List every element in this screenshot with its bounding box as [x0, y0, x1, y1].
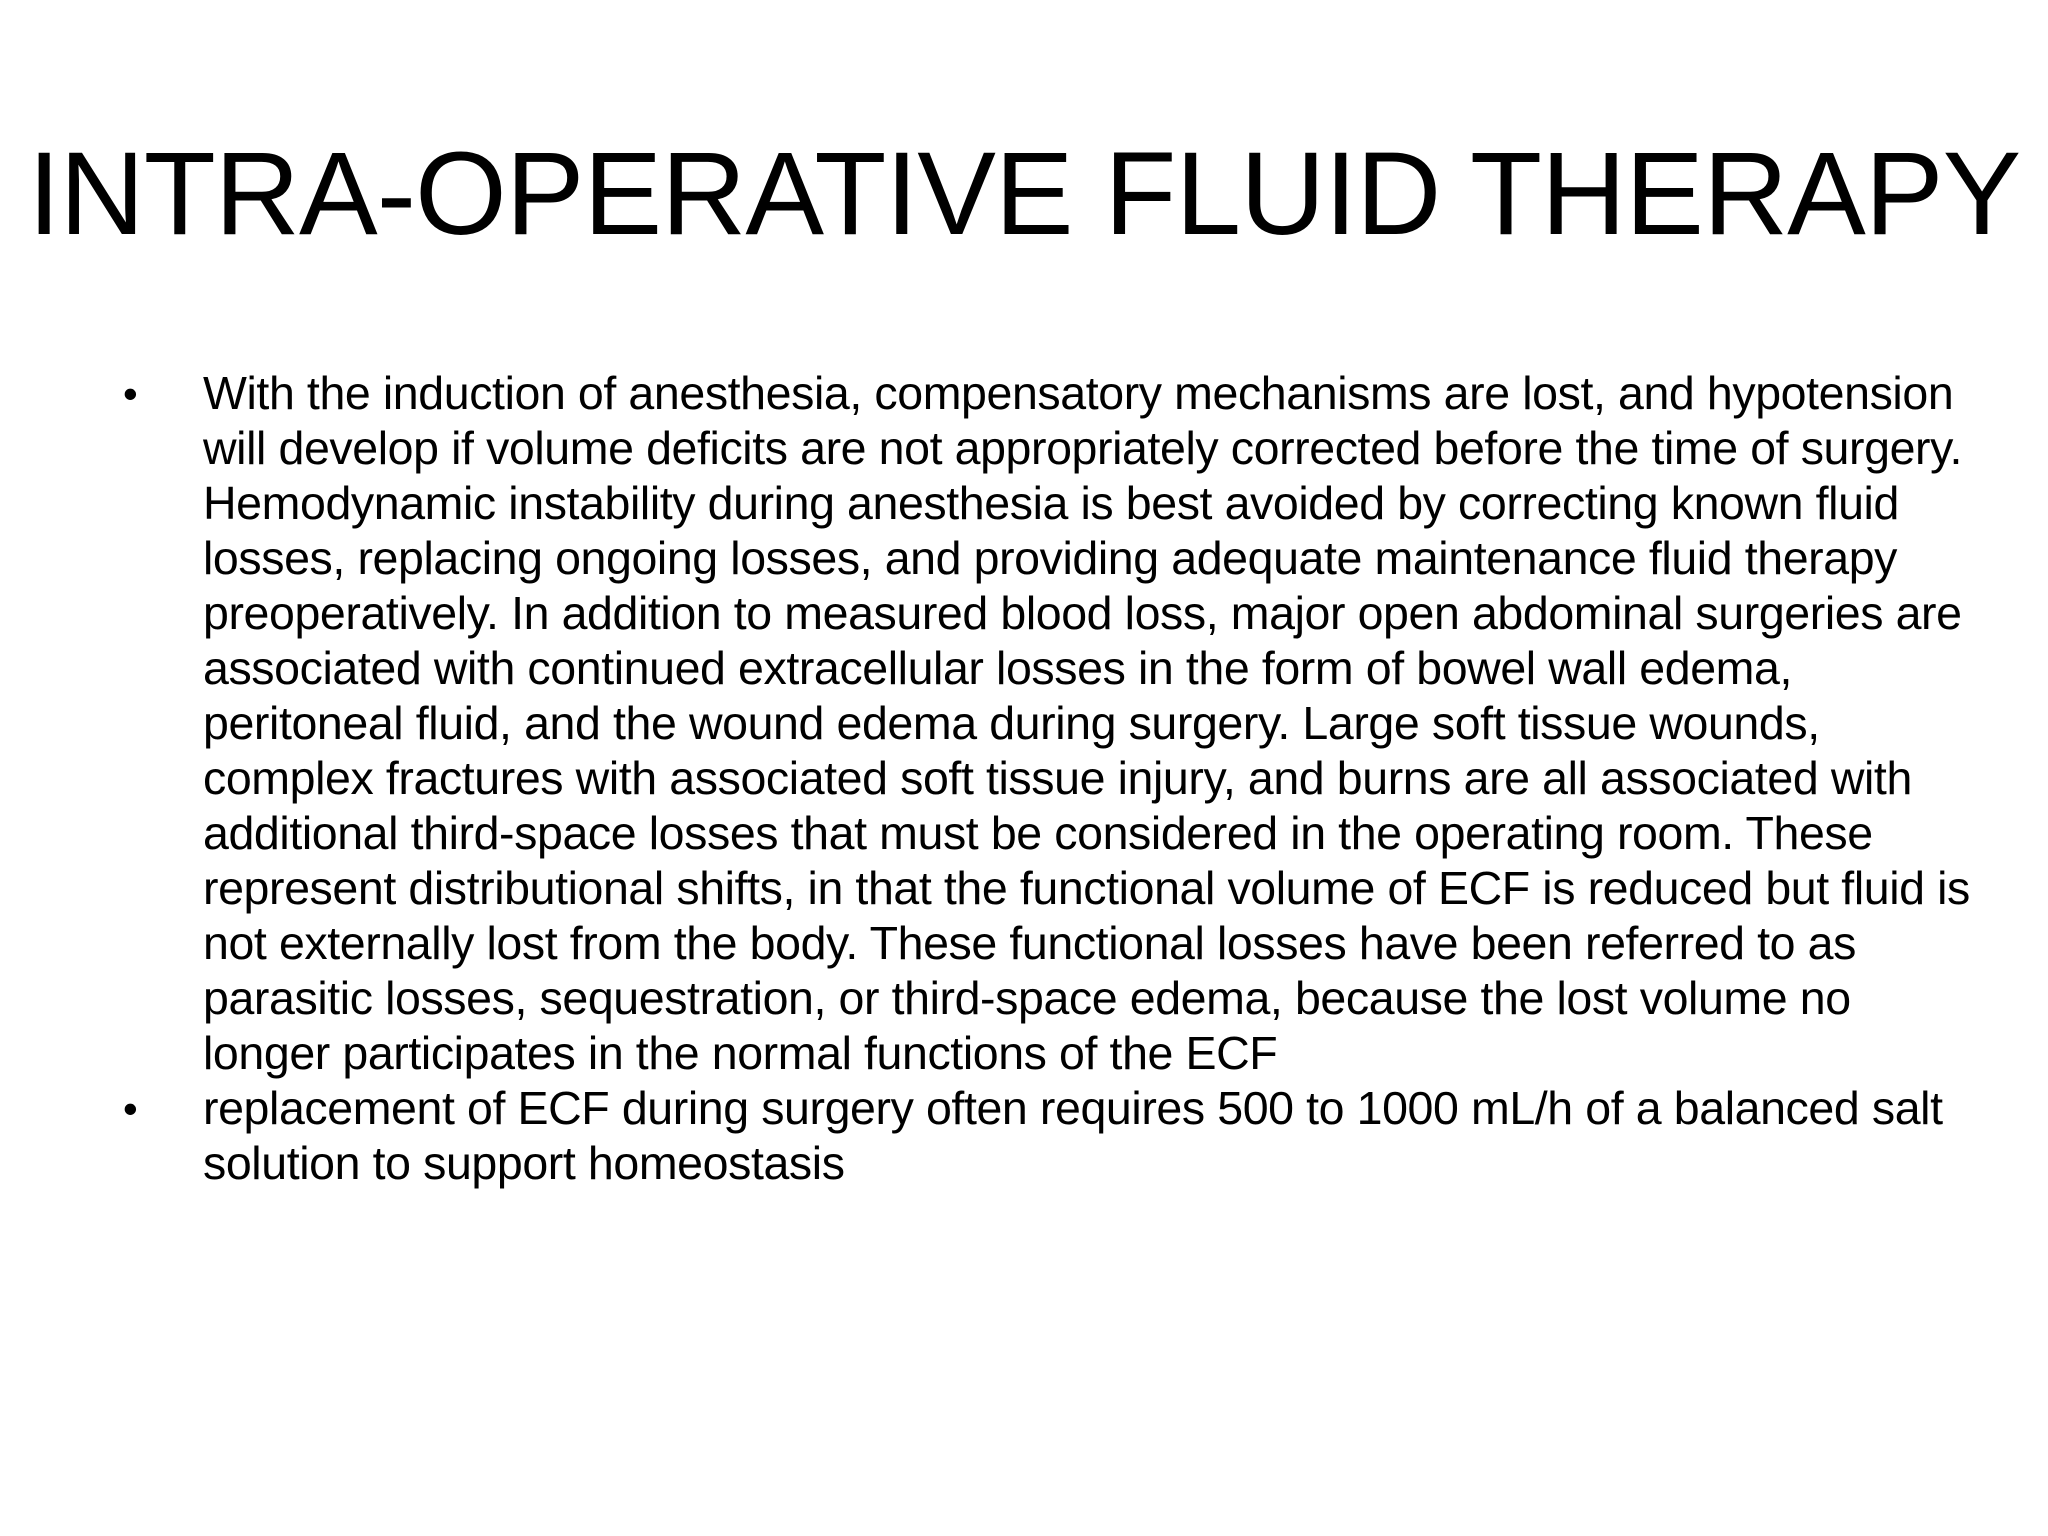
bullet-item-anesthesia-induction [120, 366, 1970, 1081]
bullet-text: With the induction of anesthesia, compensatory mechanisms are lost, and hypotension will develop if volume deficits are not appropriately corrected before the time of surgery. Hemodynamic instability during anesthesia is best avoided by correcting known fluid losses, replacing ongoing losses, and providing adequate maintenance fluid therapy preoperatively. In addition to measured blood loss, major open abdominal surgeries are associated with continued extracellular losses in the form of bowel wall edema, peritoneal fluid, and the wound edema during surgery. Large soft tissue wounds, complex fractures with associated soft tissue injury, and burns are all associated with additional third-space losses that must be considered in the operating room. These represent distributional shifts, in that the functional volume of ECF is reduced but fluid is not externally lost from the body. These functional losses have been referred to as parasitic losses, sequestration, or third-space edema, because the lost volume no longer participates in the normal functions of the ECF [203, 367, 1970, 1079]
bullet-text: replacement of ECF during surgery often requires 500 to 1000 mL/h of a balanced salt solution to support homeostasis [203, 1082, 1943, 1189]
bullet-list [120, 366, 1970, 1191]
bullet-marker: • [123, 370, 138, 417]
bullet-item-ecf-replacement [120, 1081, 1970, 1191]
slide-title: INTRA-OPERATIVE FLUID THERAPY [27, 128, 2021, 260]
bullet-marker: • [123, 1085, 138, 1132]
